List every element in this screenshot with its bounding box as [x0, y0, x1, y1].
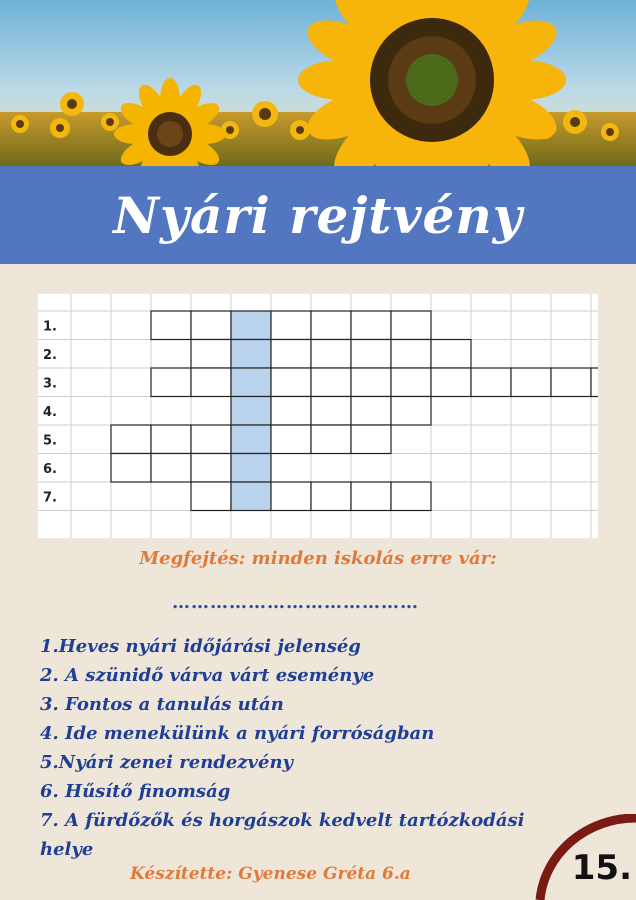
answer-cell [111, 425, 151, 454]
answer-cell [191, 368, 231, 397]
solution-cell [231, 397, 271, 426]
clue-item: 2. A szünidő várva várt eseménye [40, 665, 375, 686]
answer-cell [391, 368, 431, 397]
answer-cell [191, 425, 231, 454]
answer-cell [191, 311, 231, 340]
answer-cell [271, 397, 311, 426]
answer-cell [151, 311, 191, 340]
row-label: 5. [43, 433, 57, 449]
clue-item: 7. A fürdőzők és horgászok kedvelt tartózkodási helye [40, 810, 525, 860]
answer-cell [311, 425, 351, 454]
answer-field[interactable]: ………………………………… [172, 592, 419, 613]
row-label: 7. [43, 490, 57, 506]
answer-cell [351, 425, 391, 454]
row-label: 1. [43, 319, 57, 335]
answer-cell [311, 368, 351, 397]
answer-cell [271, 340, 311, 369]
solution-cell [231, 311, 271, 340]
answer-cell [311, 482, 351, 511]
clue-item: 4. Ide menekülünk a nyári forróságban [40, 723, 435, 744]
answer-cell [391, 397, 431, 426]
clue-list [40, 632, 560, 864]
answer-cell [151, 368, 191, 397]
answer-cell [191, 340, 231, 369]
solution-prompt: Megfejtés: minden iskolás erre vár: [139, 548, 497, 569]
answer-cell [431, 340, 471, 369]
answer-cell [471, 368, 511, 397]
solution-cell [231, 425, 271, 454]
title-bar [0, 166, 636, 264]
answer-cell [151, 454, 191, 483]
answer-cell [311, 397, 351, 426]
clue-item: 5.Nyári zenei rendezvény [40, 752, 294, 773]
sunflower-banner-image [0, 0, 636, 166]
answer-cell [271, 311, 311, 340]
answer-cell [591, 368, 598, 397]
answer-cell [351, 397, 391, 426]
answer-cell [391, 311, 431, 340]
row-label: 2. [43, 347, 57, 363]
solution-cell [231, 340, 271, 369]
row-label: 3. [43, 376, 57, 392]
page-number: 15. [571, 848, 632, 888]
clue-item: 3. Fontos a tanulás után [40, 694, 284, 715]
solution-cell [231, 368, 271, 397]
answer-cell [511, 368, 551, 397]
answer-cell [311, 311, 351, 340]
answer-cell [271, 425, 311, 454]
author-credit: Készítette: Gyenese Gréta 6.a [130, 864, 411, 884]
answer-cell [551, 368, 591, 397]
answer-cell [391, 340, 431, 369]
answer-cell [191, 454, 231, 483]
row-label: 4. [43, 404, 57, 420]
solution-cell [231, 482, 271, 511]
answer-cell [311, 340, 351, 369]
answer-cell [271, 368, 311, 397]
clue-item: 6. Hűsítő finomság [40, 781, 231, 802]
answer-cell [111, 454, 151, 483]
answer-cell [351, 340, 391, 369]
answer-cell [351, 311, 391, 340]
answer-cell [351, 368, 391, 397]
solution-cell [231, 454, 271, 483]
answer-cell [271, 482, 311, 511]
answer-cell [391, 482, 431, 511]
page-title: Nyári rejtvény [113, 185, 523, 245]
answer-cell [431, 368, 471, 397]
answer-cell [351, 482, 391, 511]
answer-cell [191, 482, 231, 511]
row-label: 6. [43, 461, 57, 477]
crossword-grid [38, 294, 598, 538]
answer-cell [151, 425, 191, 454]
clue-item: 1.Heves nyári időjárási jelenség [40, 636, 361, 657]
